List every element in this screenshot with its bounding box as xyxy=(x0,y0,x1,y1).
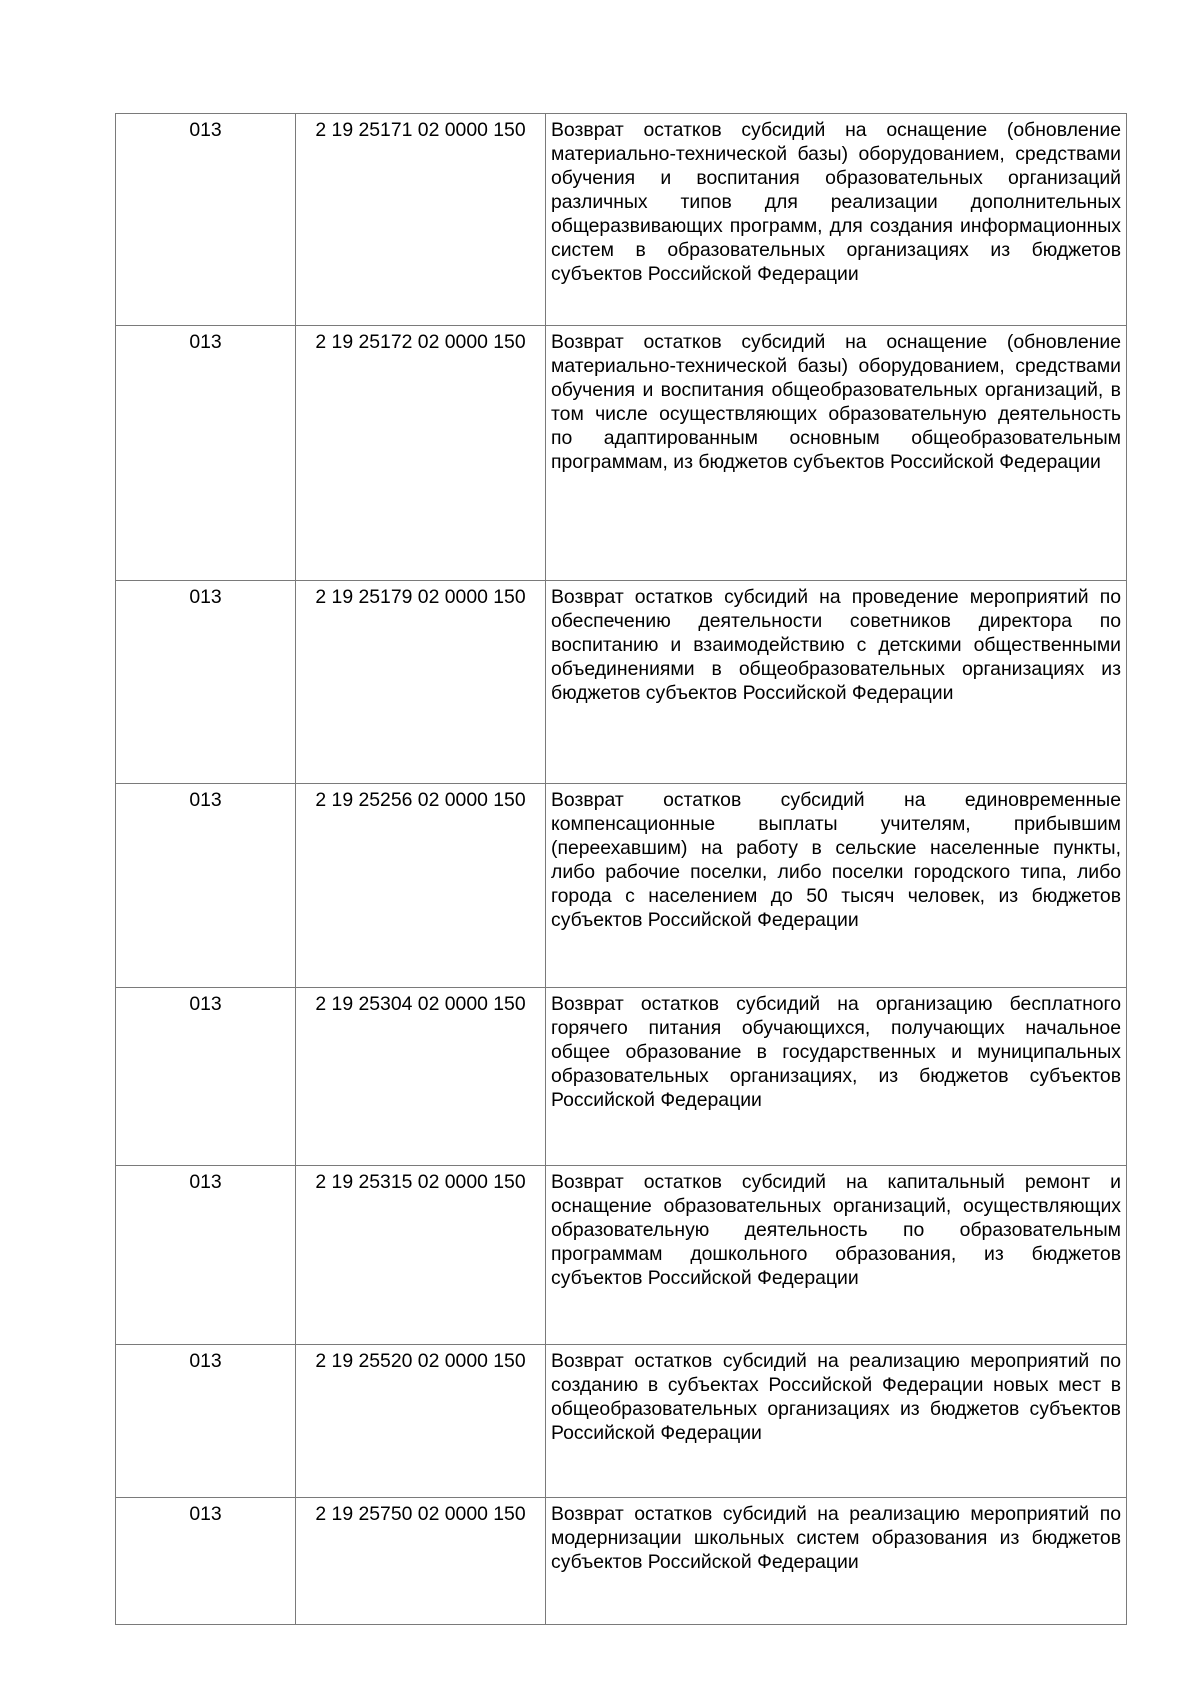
budget-code-cell: 2 19 25179 02 0000 150 xyxy=(296,581,546,784)
description-cell: Возврат остатков субсидий на единовременные компенсационные выплаты учителям, прибывшим (переехавшим) на работу в сельские населенные пункты, либо рабочие поселки, либо поселки городского типа, либо города с населением до 50 тысяч человек, из бюджетов субъектов Российской Федерации xyxy=(546,784,1127,988)
budget-codes-table xyxy=(115,113,1127,1625)
description-cell: Возврат остатков субсидий на организацию бесплатного горячего питания обучающихся, получающих начальное общее образование в государственных и муниципальных образовательных организациях, из бюджетов субъектов Российской Федерации xyxy=(546,988,1127,1166)
budget-code-cell: 2 19 25750 02 0000 150 xyxy=(296,1498,546,1625)
table-row xyxy=(116,784,1127,988)
table-row xyxy=(116,581,1127,784)
budget-code-cell: 2 19 25315 02 0000 150 xyxy=(296,1166,546,1345)
description-cell: Возврат остатков субсидий на капитальный ремонт и оснащение образовательных организаций, осуществляющих образовательную деятельность по образовательным программам дошкольного образования, из бюджетов субъектов Российской Федерации xyxy=(546,1166,1127,1345)
description-cell: Возврат остатков субсидий на реализацию мероприятий по созданию в субъектах Российской Федерации новых мест в общеобразовательных организациях из бюджетов субъектов Российской Федерации xyxy=(546,1345,1127,1498)
admin-code-cell: 013 xyxy=(116,326,296,581)
table-row xyxy=(116,1166,1127,1345)
admin-code-cell: 013 xyxy=(116,581,296,784)
description-cell: Возврат остатков субсидий на реализацию мероприятий по модернизации школьных систем образования из бюджетов субъектов Российской Федерации xyxy=(546,1498,1127,1625)
admin-code-cell: 013 xyxy=(116,1498,296,1625)
admin-code-cell: 013 xyxy=(116,988,296,1166)
description-cell: Возврат остатков субсидий на оснащение (обновление материально-технической базы) оборудованием, средствами обучения и воспитания образовательных организаций различных типов для реализации дополнительных общеразвивающих программ, для создания информационных систем в образовательных организациях из бюджетов субъектов Российской Федерации xyxy=(546,114,1127,326)
table-row xyxy=(116,988,1127,1166)
admin-code-cell: 013 xyxy=(116,1345,296,1498)
description-cell: Возврат остатков субсидий на проведение мероприятий по обеспечению деятельности советников директора по воспитанию и взаимодействию с детскими общественными объединениями в общеобразовательных организациях из бюджетов субъектов Российской Федерации xyxy=(546,581,1127,784)
table-row xyxy=(116,1345,1127,1498)
budget-code-cell: 2 19 25304 02 0000 150 xyxy=(296,988,546,1166)
budget-code-cell: 2 19 25171 02 0000 150 xyxy=(296,114,546,326)
admin-code-cell: 013 xyxy=(116,1166,296,1345)
admin-code-cell: 013 xyxy=(116,114,296,326)
table-row xyxy=(116,114,1127,326)
budget-code-cell: 2 19 25520 02 0000 150 xyxy=(296,1345,546,1498)
budget-code-cell: 2 19 25172 02 0000 150 xyxy=(296,326,546,581)
table-row xyxy=(116,1498,1127,1625)
admin-code-cell: 013 xyxy=(116,784,296,988)
description-cell: Возврат остатков субсидий на оснащение (обновление материально-технической базы) оборудованием, средствами обучения и воспитания общеобразовательных организаций, в том числе осуществляющих образовательную деятельность по адаптированным основным общеобразовательным программам, из бюджетов субъектов Российской Федерации xyxy=(546,326,1127,581)
table-row xyxy=(116,326,1127,581)
budget-code-cell: 2 19 25256 02 0000 150 xyxy=(296,784,546,988)
